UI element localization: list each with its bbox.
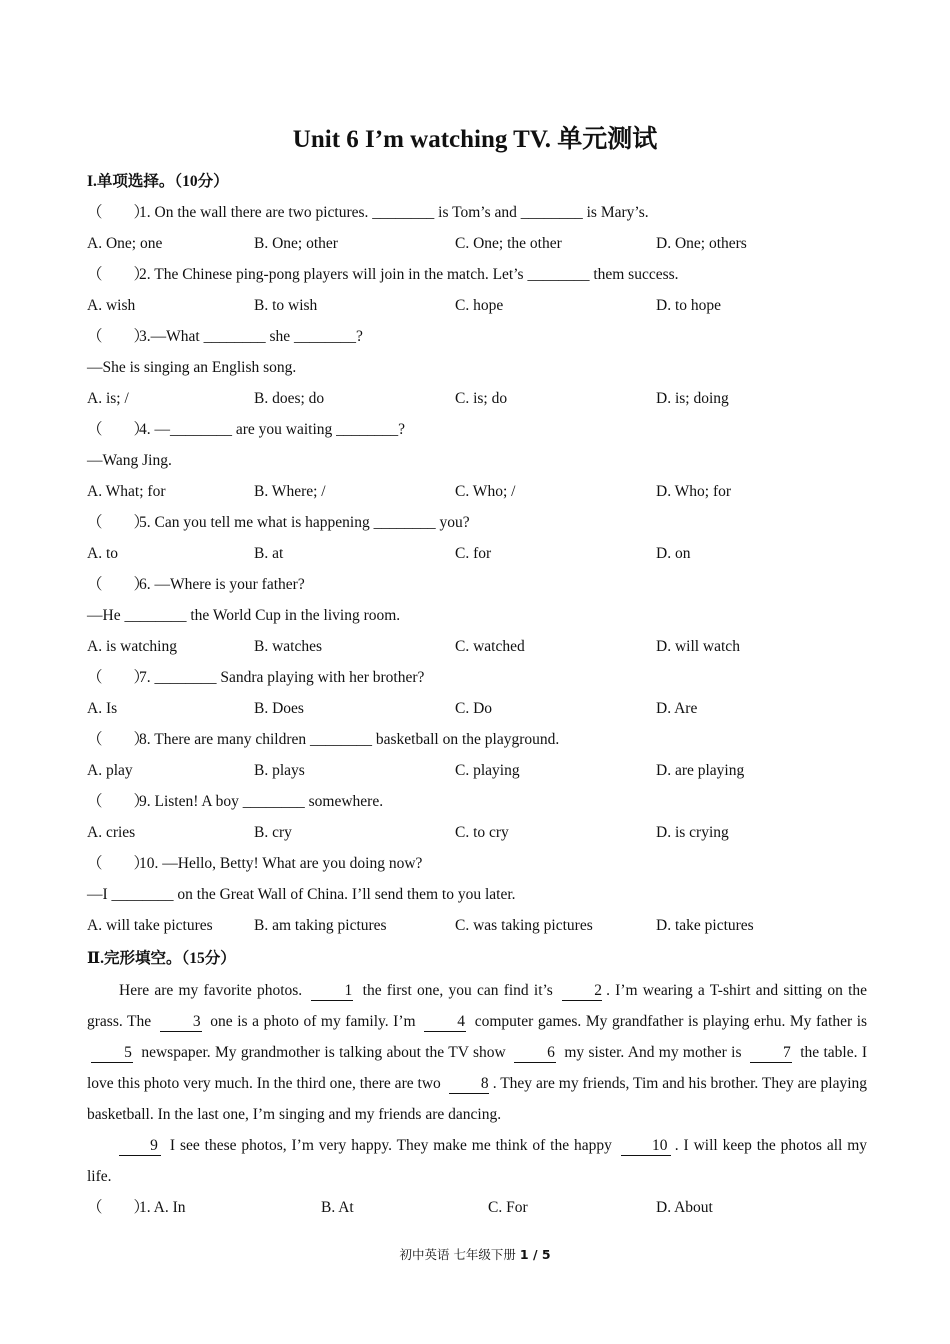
question-4-option-a: A. What; for bbox=[87, 483, 166, 500]
cloze-text: my sister. And my mother is bbox=[564, 1044, 742, 1061]
question-2-option-a: A. wish bbox=[87, 297, 136, 314]
answer-paren: （ ） bbox=[87, 576, 150, 593]
question-5-option-a: A. to bbox=[87, 545, 118, 562]
answer-paren: （ ） bbox=[87, 514, 150, 531]
footer-text: 初中英语 七年级下册 bbox=[399, 1247, 520, 1262]
cloze-blank-9: 9 bbox=[119, 1137, 161, 1156]
question-6-option-c: C. watched bbox=[455, 638, 525, 655]
cloze-text: the first one, you can find it’s bbox=[362, 982, 553, 999]
question-stem: 8. There are many children ________ basketball on the playground. bbox=[139, 731, 560, 748]
question-1-option-c: C. One; the other bbox=[455, 235, 562, 252]
question-6 bbox=[87, 575, 305, 595]
question-10-option-a: A. will take pictures bbox=[87, 917, 213, 934]
question-5-option-d: D. on bbox=[656, 545, 691, 562]
question-stem: 2. The Chinese ping-pong players will join in the match. Let’s ________ them success. bbox=[139, 266, 679, 283]
answer-paren: （ ） bbox=[87, 266, 150, 283]
cloze-text: . They are my friends, Tim and his brother. They are playing basketball. In the last one, I’m singing and my friends are dancing. bbox=[87, 1075, 868, 1123]
question-stem: 7. ________ Sandra playing with her brother? bbox=[139, 669, 425, 686]
cloze-paragraph-2 bbox=[87, 1130, 867, 1192]
cloze-blank-7: 7 bbox=[750, 1044, 792, 1063]
cloze-text: . I’m wearing a T-shirt and sitting on the grass. The bbox=[87, 982, 868, 1030]
cloze-option-d: D. About bbox=[656, 1199, 713, 1216]
question-1 bbox=[87, 203, 649, 223]
question-7-option-a: A. Is bbox=[87, 700, 118, 717]
question-10-option-b: B. am taking pictures bbox=[254, 917, 387, 934]
section-1-heading: I.单项选择。（10分） bbox=[87, 173, 229, 190]
question-6-option-a: A. is watching bbox=[87, 638, 177, 655]
page-footer bbox=[0, 1246, 950, 1264]
cloze-blank-10: 10 bbox=[621, 1137, 671, 1156]
cloze-paragraph-1 bbox=[87, 975, 867, 1130]
question-9-option-b: B. cry bbox=[254, 824, 292, 841]
question-4-dialogue: —Wang Jing. bbox=[87, 452, 172, 469]
cloze-blank-5: 5 bbox=[91, 1044, 133, 1063]
question-1-option-b: B. One; other bbox=[254, 235, 338, 252]
answer-paren: （ ） bbox=[87, 1199, 150, 1216]
question-3-option-d: D. is; doing bbox=[656, 390, 729, 407]
cloze-blank-6: 6 bbox=[514, 1044, 556, 1063]
question-4 bbox=[87, 420, 405, 440]
question-7 bbox=[87, 668, 424, 688]
question-7-option-d: D. Are bbox=[656, 700, 698, 717]
question-2-option-d: D. to hope bbox=[656, 297, 722, 314]
question-7-option-b: B. Does bbox=[254, 700, 304, 717]
answer-paren: （ ） bbox=[87, 793, 150, 810]
question-7-option-c: C. Do bbox=[455, 700, 493, 717]
question-10 bbox=[87, 854, 422, 874]
question-9 bbox=[87, 792, 383, 812]
question-stem: 6. —Where is your father? bbox=[139, 576, 305, 593]
answer-paren: （ ） bbox=[87, 669, 150, 686]
cloze-text: one is a photo of my family. I’m bbox=[210, 1013, 416, 1030]
question-3-option-c: C. is; do bbox=[455, 390, 508, 407]
answer-paren: （ ） bbox=[87, 421, 150, 438]
question-stem: 5. Can you tell me what is happening ________ you? bbox=[139, 514, 470, 531]
question-6-option-d: D. will watch bbox=[656, 638, 740, 655]
question-3-option-a: A. is; / bbox=[87, 390, 129, 407]
cloze-text: newspaper. My grandmother is talking about the TV show bbox=[141, 1044, 506, 1061]
cloze-blank-4: 4 bbox=[424, 1013, 466, 1032]
answer-paren: （ ） bbox=[87, 328, 150, 345]
question-3-dialogue: —She is singing an English song. bbox=[87, 359, 297, 376]
question-8 bbox=[87, 730, 559, 750]
cloze-blank-1: 1 bbox=[311, 982, 353, 1001]
cloze-blank-3: 3 bbox=[160, 1013, 202, 1032]
question-stem: 1. On the wall there are two pictures. ________ is Tom’s and ________ is Mary’s. bbox=[139, 204, 649, 221]
question-1-option-a: A. One; one bbox=[87, 235, 163, 252]
question-stem: 9. Listen! A boy ________ somewhere. bbox=[139, 793, 384, 810]
question-stem: 10. —Hello, Betty! What are you doing now? bbox=[139, 855, 423, 872]
question-2 bbox=[87, 265, 679, 285]
question-5 bbox=[87, 513, 470, 533]
answer-paren: （ ） bbox=[87, 204, 150, 221]
cloze-option-b: B. At bbox=[321, 1199, 354, 1216]
question-10-option-c: C. was taking pictures bbox=[455, 917, 593, 934]
cloze-blank-2: 2 bbox=[562, 982, 602, 1001]
answer-paren: （ ） bbox=[87, 731, 150, 748]
question-2-option-b: B. to wish bbox=[254, 297, 318, 314]
question-9-option-a: A. cries bbox=[87, 824, 136, 841]
question-5-option-b: B. at bbox=[254, 545, 284, 562]
section-2-heading: Ⅱ.完形填空。（15分） bbox=[87, 950, 236, 967]
question-stem: 3.—What ________ she ________? bbox=[139, 328, 363, 345]
question-4-option-d: D. Who; for bbox=[656, 483, 732, 500]
cloze-blank-8: 8 bbox=[449, 1075, 489, 1094]
question-6-dialogue: —He ________ the World Cup in the living room. bbox=[87, 607, 401, 624]
page-title: Unit 6 I’m watching TV. 单元测试 bbox=[292, 126, 658, 153]
question-3 bbox=[87, 327, 363, 347]
question-6-option-b: B. watches bbox=[254, 638, 323, 655]
question-5-option-c: C. for bbox=[455, 545, 492, 562]
question-8-option-c: C. playing bbox=[455, 762, 520, 779]
question-10-dialogue: —I ________ on the Great Wall of China. I’ll send them to you later. bbox=[87, 886, 516, 903]
question-4-option-c: C. Who; / bbox=[455, 483, 516, 500]
question-9-option-d: D. is crying bbox=[656, 824, 729, 841]
question-9-option-c: C. to cry bbox=[455, 824, 509, 841]
question-2-option-c: C. hope bbox=[455, 297, 504, 314]
answer-paren: （ ） bbox=[87, 855, 150, 872]
cloze-text: . I will keep the photos all my life. bbox=[87, 1137, 868, 1185]
cloze-text: Here are my favorite photos. bbox=[119, 982, 303, 999]
cloze-text: I see these photos, I’m very happy. They make me think of the happy bbox=[169, 1137, 612, 1154]
question-8-option-d: D. are playing bbox=[656, 762, 745, 779]
question-8-option-b: B. plays bbox=[254, 762, 305, 779]
question-3-option-b: B. does; do bbox=[254, 390, 325, 407]
cloze-option-c: C. For bbox=[488, 1199, 528, 1216]
cloze-text: computer games. My grandfather is playing erhu. My father is bbox=[474, 1013, 868, 1030]
question-10-option-d: D. take pictures bbox=[656, 917, 754, 934]
page-number: 1 / 5 bbox=[519, 1247, 551, 1262]
question-stem: 4. —________ are you waiting ________? bbox=[139, 421, 406, 438]
question-1-option-d: D. One; others bbox=[656, 235, 747, 252]
cloze-question-1 bbox=[87, 1198, 186, 1218]
question-4-option-b: B. Where; / bbox=[254, 483, 326, 500]
question-stem: 1. A. In bbox=[139, 1199, 186, 1216]
question-8-option-a: A. play bbox=[87, 762, 133, 779]
cloze-text: the table. I love this photo very much. In the third one, there are two bbox=[87, 1044, 867, 1092]
